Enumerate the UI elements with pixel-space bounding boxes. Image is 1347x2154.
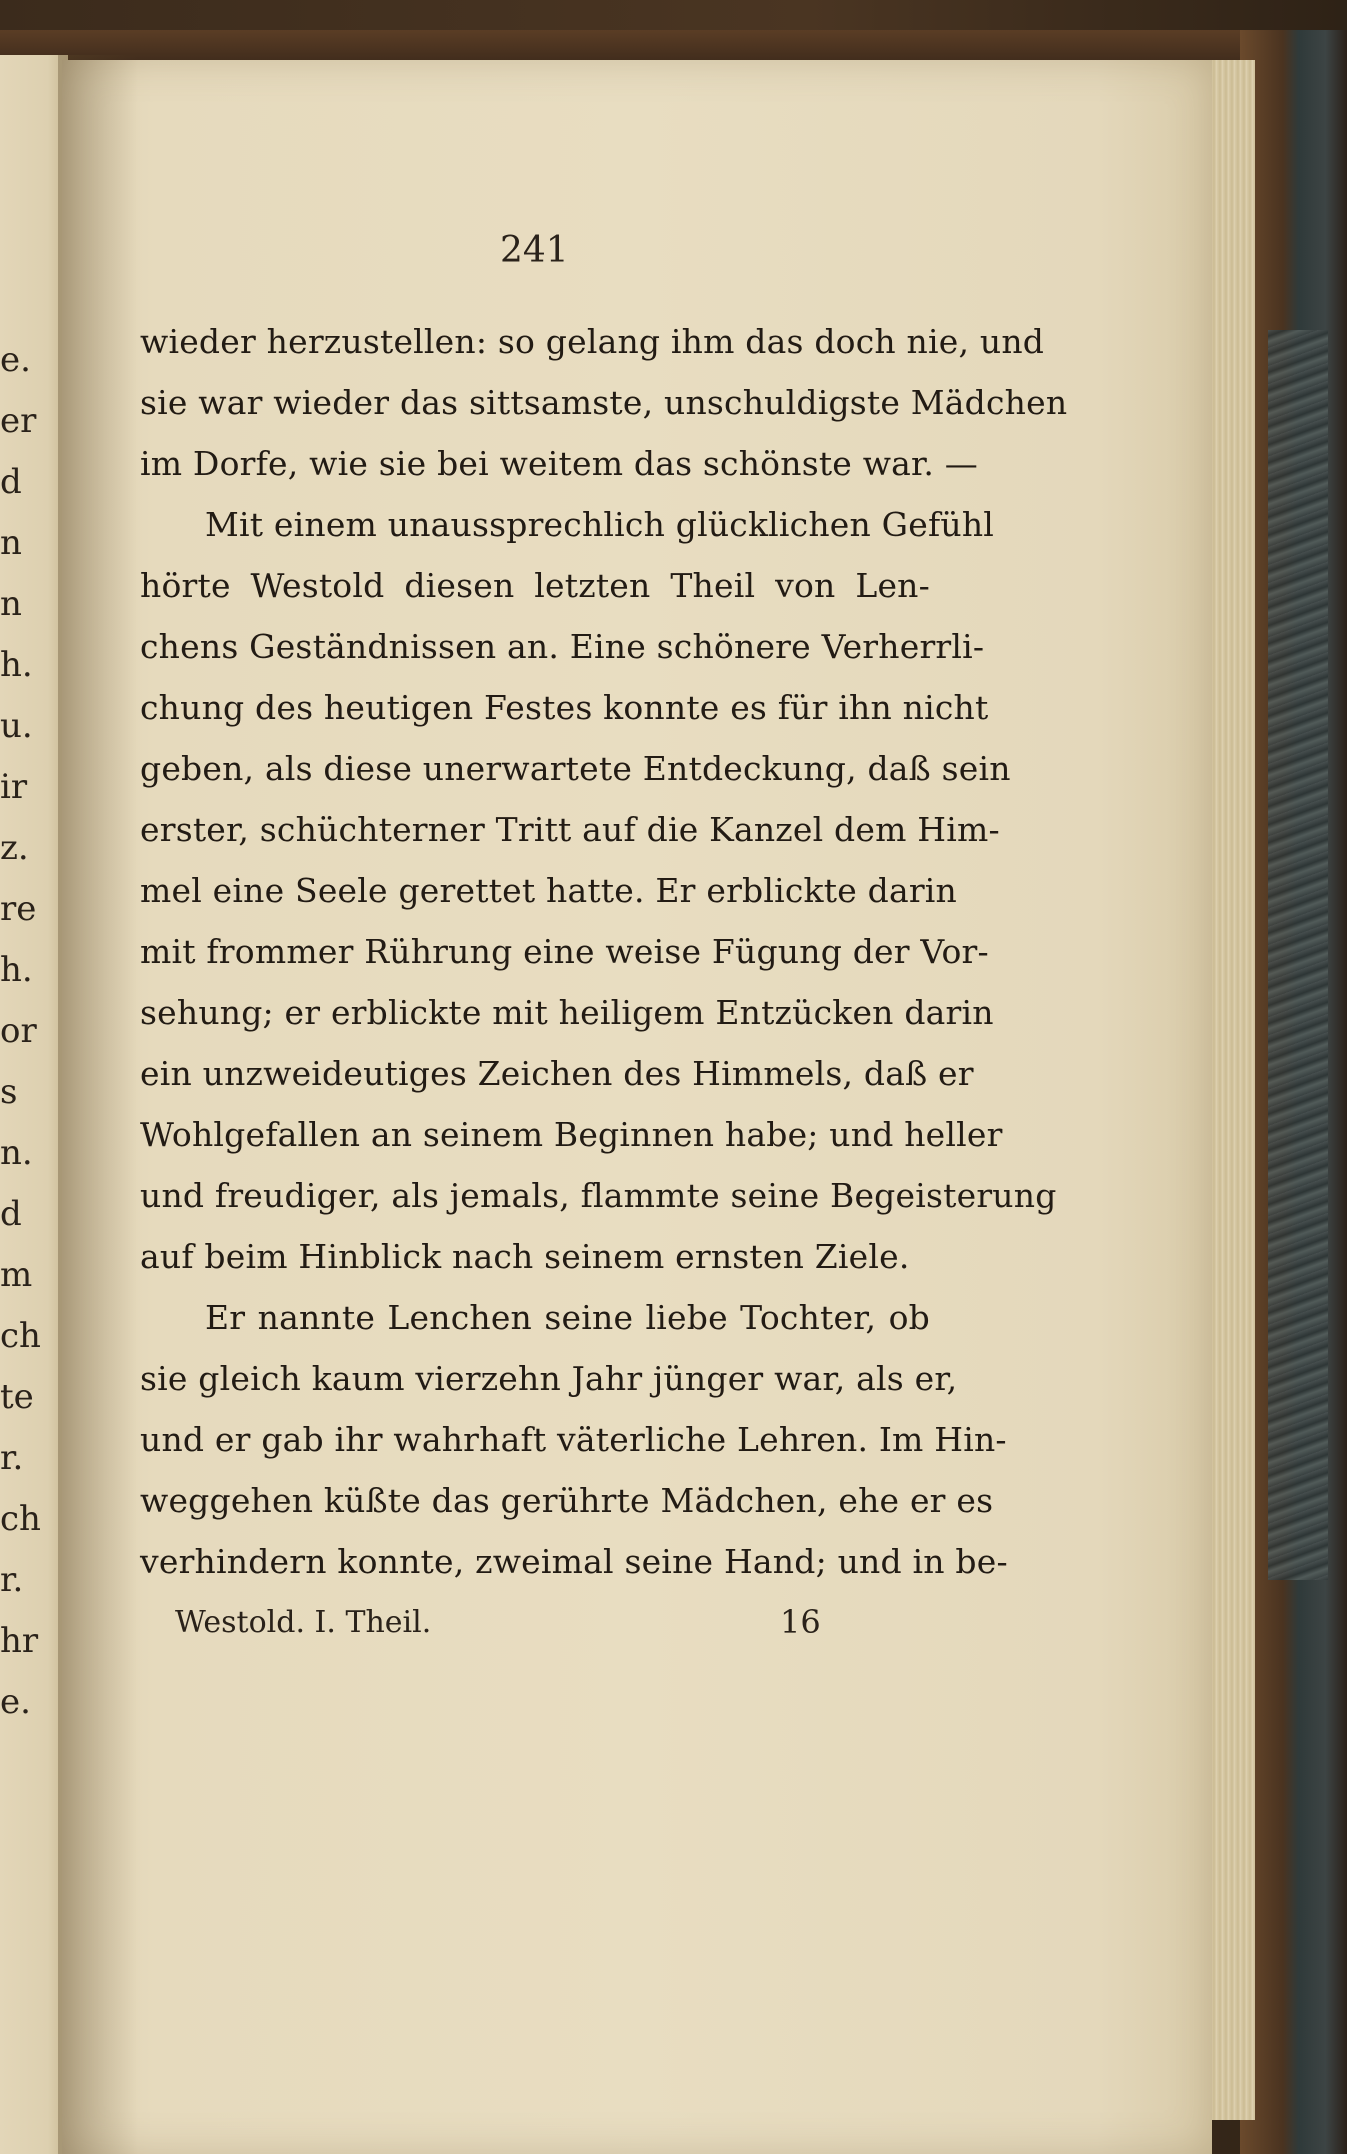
page-number: 241 [500,230,569,271]
printer-signature: Westold. I. Theil. [175,1605,432,1640]
previous-page-fragment: z. [0,828,29,868]
previous-page-fragment: d [0,1194,22,1234]
previous-page-fragment: d [0,462,22,502]
previous-page-fragment: te [0,1377,34,1417]
text-line: weggehen küßte das gerührte Mädchen, ehe er es [140,1481,994,1520]
text-line: erster, schüchterner Tritt auf die Kanzel dem Him- [140,810,1000,849]
previous-page-fragment: e. [0,1682,31,1722]
text-line: mel eine Seele gerettet hatte. Er erblickte darin [140,871,958,910]
previous-page-fragment: n [0,523,22,563]
text-line: und er gab ihr wahrhaft väterliche Lehren. Im Hin- [140,1420,1007,1459]
text-line: im Dorfe, wie sie bei weitem das schönste war. — [140,444,978,483]
previous-page-fragment: re [0,889,37,929]
text-line: sehung; er erblickte mit heiligem Entzücken darin [140,993,994,1032]
page-stack-edge [1205,60,1255,2120]
text-line: Wohlgefallen an seinem Beginnen habe; und heller [140,1115,1003,1154]
previous-page-fragment: ch [0,1499,41,1539]
previous-page-fragment: r. [0,1560,24,1600]
previous-page-fragment: h. [0,645,33,685]
text-line: geben, als diese unerwartete Entdeckung, daß sein [140,749,1011,788]
previous-page-fragment: e. [0,340,31,380]
previous-page-fragment: m [0,1255,33,1295]
previous-page-fragment: u. [0,706,33,746]
book-page [62,60,1212,2154]
text-line: verhindern konnte, zweimal seine Hand; und in be- [140,1542,1008,1581]
text-line: und freudiger, als jemals, flammte seine Begeisterung [140,1176,1057,1215]
previous-page-fragment: or [0,1011,37,1051]
text-line: chung des heutigen Festes konnte es für ihn nicht [140,688,989,727]
text-line: Er nannte Lenchen seine liebe Tochter, ob [205,1298,930,1337]
gutter-shadow [58,55,138,2154]
text-line: sie gleich kaum vierzehn Jahr jünger war, als er, [140,1359,958,1398]
previous-page-fragment: n [0,584,22,624]
text-line: Mit einem unaussprechlich glücklichen Gefühl [205,505,995,544]
previous-page-fragment: ir [0,767,28,807]
text-line: auf beim Hinblick nach seinem ernsten Ziele. [140,1237,910,1276]
previous-page-fragment: h. [0,950,33,990]
text-line: chens Geständnissen an. Eine schönere Verherrli- [140,627,985,666]
sheet-number: 16 [780,1603,821,1641]
text-line: ein unzweideutiges Zeichen des Himmels, daß er [140,1054,974,1093]
previous-page-fragment: s [0,1072,18,1112]
previous-page-fragment: hr [0,1621,39,1661]
text-line: sie war wieder das sittsamste, unschuldigste Mädchen [140,383,1068,422]
previous-page-fragment: er [0,401,37,441]
marbled-cover [1268,330,1328,1580]
previous-page-fragment: ch [0,1316,41,1356]
text-line: wieder herzustellen: so gelang ihm das doch nie, und [140,322,1045,361]
previous-page-line-endings [0,330,41,1730]
text-line: hörte Westold diesen letzten Theil von Len- [140,566,930,605]
text-line: mit frommer Rührung eine weise Fügung der Vor- [140,932,989,971]
previous-page-fragment: r. [0,1438,24,1478]
previous-page-fragment: n. [0,1133,33,1173]
